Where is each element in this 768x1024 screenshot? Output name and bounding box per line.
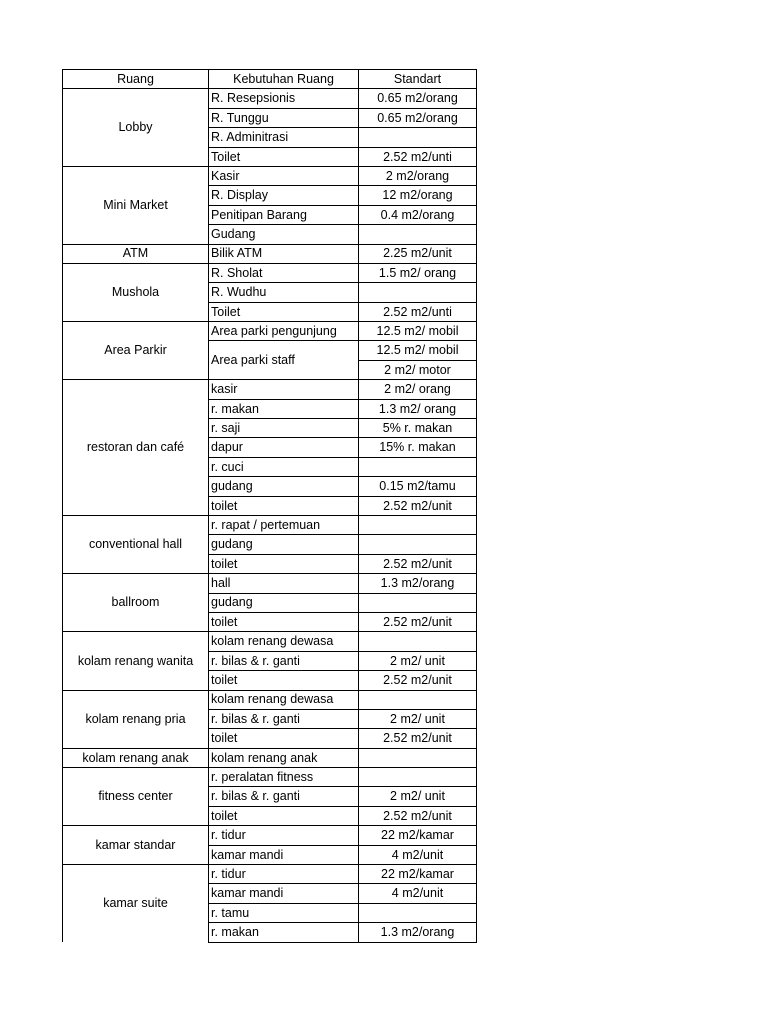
standart-cell bbox=[359, 515, 477, 534]
kebutuhan-ruang-cell: dapur bbox=[209, 438, 359, 457]
kebutuhan-ruang-cell: r. tidur bbox=[209, 826, 359, 845]
standart-cell: 0.65 m2/orang bbox=[359, 89, 477, 108]
kebutuhan-ruang-cell: kolam renang anak bbox=[209, 748, 359, 767]
kebutuhan-ruang-cell: kamar mandi bbox=[209, 845, 359, 864]
standards-table bbox=[62, 69, 477, 943]
standart-cell bbox=[359, 225, 477, 244]
kebutuhan-ruang-cell: kolam renang dewasa bbox=[209, 632, 359, 651]
kebutuhan-ruang-cell: Bilik ATM bbox=[209, 244, 359, 263]
standart-cell: 4 m2/unit bbox=[359, 845, 477, 864]
standart-cell: 12.5 m2/ mobil bbox=[359, 341, 477, 360]
kebutuhan-ruang-cell: toilet bbox=[209, 729, 359, 748]
kebutuhan-ruang-cell: r. bilas & r. ganti bbox=[209, 787, 359, 806]
standart-cell bbox=[359, 768, 477, 787]
kebutuhan-ruang-cell: R. Adminitrasi bbox=[209, 128, 359, 147]
kebutuhan-ruang-cell: Gudang bbox=[209, 225, 359, 244]
standart-cell: 1.3 m2/orang bbox=[359, 574, 477, 593]
table-row bbox=[63, 380, 477, 399]
table-row bbox=[63, 515, 477, 534]
standart-cell: 2 m2/ orang bbox=[359, 380, 477, 399]
table-row bbox=[63, 166, 477, 185]
kebutuhan-ruang-cell: R. Resepsionis bbox=[209, 89, 359, 108]
standart-cell: 1.3 m2/orang bbox=[359, 923, 477, 942]
standart-cell bbox=[359, 128, 477, 147]
kebutuhan-ruang-cell: Kasir bbox=[209, 166, 359, 185]
standart-cell: 22 m2/kamar bbox=[359, 826, 477, 845]
standart-cell: 2.52 m2/unit bbox=[359, 729, 477, 748]
kebutuhan-ruang-cell: R. Tunggu bbox=[209, 108, 359, 127]
kebutuhan-ruang-cell: Area parki pengunjung bbox=[209, 322, 359, 341]
standart-cell: 0.4 m2/orang bbox=[359, 205, 477, 224]
header-ruang: Ruang bbox=[63, 70, 209, 89]
ruang-cell: kamar suite bbox=[63, 865, 209, 943]
table-row bbox=[63, 89, 477, 108]
ruang-cell: restoran dan café bbox=[63, 380, 209, 516]
standart-cell: 22 m2/kamar bbox=[359, 865, 477, 884]
kebutuhan-ruang-cell: R. Display bbox=[209, 186, 359, 205]
standart-cell: 5% r. makan bbox=[359, 419, 477, 438]
table-row bbox=[63, 322, 477, 341]
kebutuhan-ruang-cell: Toilet bbox=[209, 147, 359, 166]
kebutuhan-ruang-cell: Toilet bbox=[209, 302, 359, 321]
ruang-cell: ballroom bbox=[63, 574, 209, 632]
standart-cell: 12.5 m2/ mobil bbox=[359, 322, 477, 341]
kebutuhan-ruang-cell: r. tamu bbox=[209, 903, 359, 922]
ruang-cell: Lobby bbox=[63, 89, 209, 167]
kebutuhan-ruang-cell: gudang bbox=[209, 593, 359, 612]
standart-cell: 2.52 m2/unti bbox=[359, 147, 477, 166]
standart-cell bbox=[359, 748, 477, 767]
table-row bbox=[63, 263, 477, 282]
kebutuhan-ruang-cell: gudang bbox=[209, 477, 359, 496]
standart-cell: 0.65 m2/orang bbox=[359, 108, 477, 127]
standart-cell: 2 m2/ unit bbox=[359, 709, 477, 728]
ruang-cell: ATM bbox=[63, 244, 209, 263]
standart-cell: 1.3 m2/ orang bbox=[359, 399, 477, 418]
standart-cell bbox=[359, 690, 477, 709]
standart-cell: 12 m2/orang bbox=[359, 186, 477, 205]
table-row bbox=[63, 244, 477, 263]
standart-cell bbox=[359, 593, 477, 612]
standart-cell: 2.52 m2/unit bbox=[359, 554, 477, 573]
ruang-cell: conventional hall bbox=[63, 515, 209, 573]
kebutuhan-ruang-cell: Penitipan Barang bbox=[209, 205, 359, 224]
table-row bbox=[63, 826, 477, 845]
table-row bbox=[63, 690, 477, 709]
kebutuhan-ruang-cell: gudang bbox=[209, 535, 359, 554]
standart-cell: 0.15 m2/tamu bbox=[359, 477, 477, 496]
table-row bbox=[63, 865, 477, 884]
standart-cell: 2.52 m2/unti bbox=[359, 302, 477, 321]
kebutuhan-ruang-cell: r. bilas & r. ganti bbox=[209, 709, 359, 728]
standart-cell: 2.52 m2/unit bbox=[359, 612, 477, 631]
header-row bbox=[63, 70, 477, 89]
standart-cell: 15% r. makan bbox=[359, 438, 477, 457]
standart-cell: 2.52 m2/unit bbox=[359, 671, 477, 690]
kebutuhan-ruang-cell: hall bbox=[209, 574, 359, 593]
standart-cell: 2 m2/ unit bbox=[359, 787, 477, 806]
standart-cell: 2.52 m2/unit bbox=[359, 806, 477, 825]
standart-cell bbox=[359, 283, 477, 302]
standart-cell: 2.52 m2/unit bbox=[359, 496, 477, 515]
kebutuhan-ruang-cell: r. makan bbox=[209, 399, 359, 418]
standart-cell bbox=[359, 535, 477, 554]
standart-cell bbox=[359, 632, 477, 651]
ruang-cell: kamar standar bbox=[63, 826, 209, 865]
header-kebutuhan-ruang: Kebutuhan Ruang bbox=[209, 70, 359, 89]
ruang-cell: Area Parkir bbox=[63, 322, 209, 380]
standart-cell: 4 m2/unit bbox=[359, 884, 477, 903]
kebutuhan-ruang-cell: r. rapat / pertemuan bbox=[209, 515, 359, 534]
standart-cell: 2 m2/ motor bbox=[359, 360, 477, 379]
ruang-cell: kolam renang pria bbox=[63, 690, 209, 748]
kebutuhan-ruang-cell: R. Wudhu bbox=[209, 283, 359, 302]
kebutuhan-ruang-cell: r. makan bbox=[209, 923, 359, 942]
kebutuhan-ruang-cell: r. bilas & r. ganti bbox=[209, 651, 359, 670]
kebutuhan-ruang-cell: kamar mandi bbox=[209, 884, 359, 903]
table-row bbox=[63, 748, 477, 767]
kebutuhan-ruang-cell: R. Sholat bbox=[209, 263, 359, 282]
table-row bbox=[63, 574, 477, 593]
standart-cell: 2 m2/ unit bbox=[359, 651, 477, 670]
ruang-cell: kolam renang wanita bbox=[63, 632, 209, 690]
standart-cell: 1.5 m2/ orang bbox=[359, 263, 477, 282]
kebutuhan-ruang-cell: r. peralatan fitness bbox=[209, 768, 359, 787]
standart-cell: 2.25 m2/unit bbox=[359, 244, 477, 263]
kebutuhan-ruang-cell: kolam renang dewasa bbox=[209, 690, 359, 709]
kebutuhan-ruang-cell: toilet bbox=[209, 806, 359, 825]
standart-cell bbox=[359, 903, 477, 922]
header-standart: Standart bbox=[359, 70, 477, 89]
ruang-cell: fitness center bbox=[63, 768, 209, 826]
kebutuhan-ruang-cell: r. saji bbox=[209, 419, 359, 438]
kebutuhan-ruang-cell: r. cuci bbox=[209, 457, 359, 476]
kebutuhan-ruang-cell: toilet bbox=[209, 671, 359, 690]
kebutuhan-ruang-cell: Area parki staff bbox=[209, 341, 359, 380]
kebutuhan-ruang-cell: toilet bbox=[209, 612, 359, 631]
kebutuhan-ruang-cell: kasir bbox=[209, 380, 359, 399]
standart-cell: 2 m2/orang bbox=[359, 166, 477, 185]
standart-cell bbox=[359, 457, 477, 476]
kebutuhan-ruang-cell: toilet bbox=[209, 496, 359, 515]
table-row bbox=[63, 768, 477, 787]
ruang-cell: Mini Market bbox=[63, 166, 209, 244]
ruang-cell: Mushola bbox=[63, 263, 209, 321]
table-body bbox=[63, 89, 477, 942]
kebutuhan-ruang-cell: toilet bbox=[209, 554, 359, 573]
table-row bbox=[63, 632, 477, 651]
kebutuhan-ruang-cell: r. tidur bbox=[209, 865, 359, 884]
ruang-cell: kolam renang anak bbox=[63, 748, 209, 767]
